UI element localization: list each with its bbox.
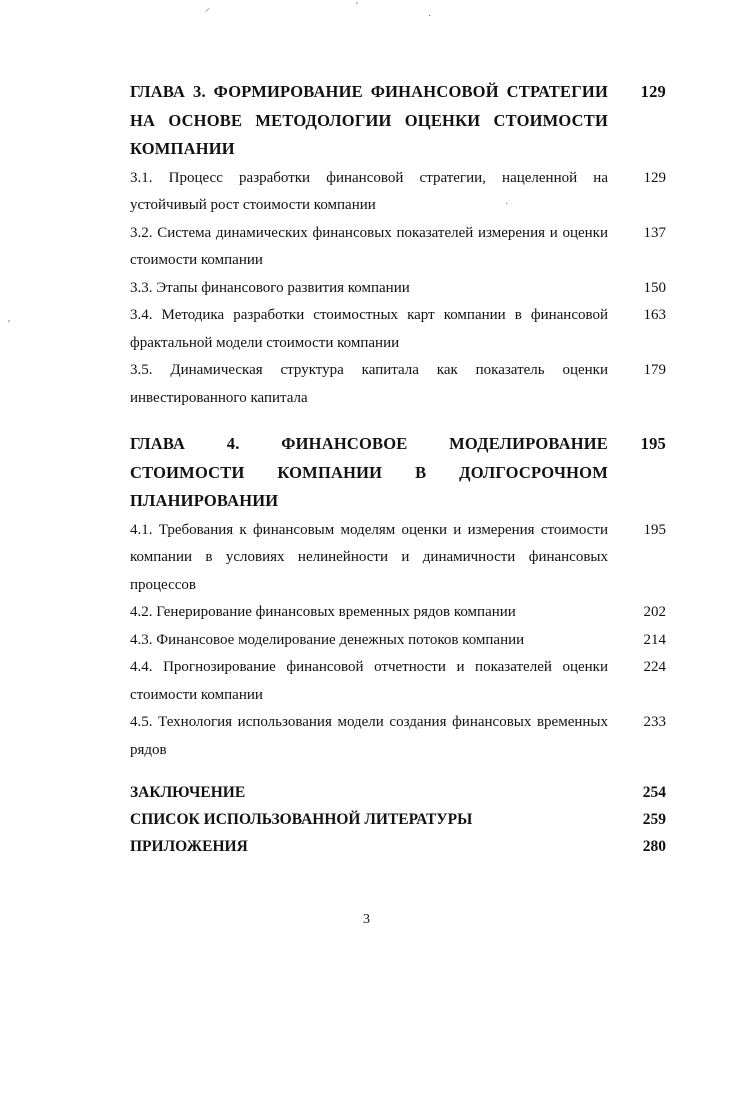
toc-entry-title: 4.3. Финансовое моделирование денежных потоков компании: [130, 631, 525, 648]
toc-section-4-1[interactable]: [130, 517, 666, 600]
table-of-contents: [130, 78, 666, 860]
toc-section-3-5[interactable]: [130, 357, 666, 412]
toc-entry-page: 214: [643, 631, 666, 648]
page-number: 3: [363, 912, 370, 927]
toc-entry-title: 4.5. Технология использования модели создания финансовых временных рядов: [130, 714, 608, 758]
scan-speck: ˙: [505, 202, 509, 213]
toc-entry-page: 150: [643, 279, 666, 296]
toc-entry-title: 3.5. Динамическая структура капитала как показатель оценки инвестированного капитала: [130, 362, 608, 406]
toc-entry-title: ПРИЛОЖЕНИЯ: [130, 838, 248, 855]
toc-entry-title: 3.3. Этапы финансового развития компании: [130, 279, 410, 296]
toc-section-3-3[interactable]: [130, 275, 666, 303]
toc-appendices[interactable]: [130, 833, 666, 860]
toc-conclusion[interactable]: [130, 779, 666, 806]
toc-entry-title: 3.4. Методика разработки стоимостных карт компании в финансовой фрактальной модели стоимости компании: [130, 307, 608, 351]
toc-entry-page: 163: [643, 307, 666, 323]
toc-entry-title: 4.4. Прогнозирование финансовой отчетности и показателей оценки стоимости компании: [130, 659, 608, 703]
toc-references[interactable]: [130, 806, 666, 833]
toc-entry-title: 3.1. Процесс разработки финансовой стратегии, нацеленной на устойчивый рост стоимости компании: [130, 169, 608, 213]
toc-section-3-1[interactable]: [130, 165, 666, 220]
toc-entry-title: 4.2. Генерирование финансовых временных рядов компании: [130, 604, 516, 620]
toc-section-4-2[interactable]: [130, 599, 666, 627]
toc-entry-title: ГЛАВА 3. ФОРМИРОВАНИЕ ФИНАНСОВОЙ СТРАТЕГИИ НА ОСНОВЕ МЕТОДОЛОГИИ ОЦЕНКИ СТОИМОСТИ КОМПАНИИ: [130, 82, 608, 158]
toc-entry-page: 254: [642, 784, 666, 801]
toc-entry-title: ГЛАВА 4. ФИНАНСОВОЕ МОДЕЛИРОВАНИЕ СТОИМОСТИ КОМПАНИИ В ДОЛГОСРОЧНОМ ПЛАНИРОВАНИИ: [130, 434, 608, 510]
scan-speck: ʹ: [356, 1, 359, 12]
toc-section-4-5[interactable]: [130, 709, 666, 764]
toc-entry-page: 224: [643, 659, 666, 675]
scan-speck: ʹ: [8, 319, 11, 330]
toc-chapter-4[interactable]: [130, 430, 666, 516]
toc-entry-page: 195: [640, 434, 666, 453]
toc-section-3-4[interactable]: [130, 302, 666, 357]
toc-entry-page: 280: [642, 838, 666, 855]
toc-entry-page: 179: [643, 362, 666, 378]
scan-speck: ·: [428, 11, 432, 22]
toc-entry-page: 202: [643, 604, 666, 620]
toc-section-3-2[interactable]: [130, 220, 666, 275]
toc-entry-page: 129: [640, 82, 666, 101]
scan-speck: ⸝: [205, 3, 210, 14]
toc-entry-title: 3.2. Система динамических финансовых показателей измерения и оценки стоимости компании: [130, 224, 608, 268]
toc-entry-page: 195: [643, 521, 666, 538]
toc-entry-page: 129: [643, 169, 666, 186]
toc-entry-title: СПИСОК ИСПОЛЬЗОВАННОЙ ЛИТЕРАТУРЫ: [130, 811, 473, 828]
toc-entry-page: 233: [643, 714, 666, 730]
toc-entry-title: 4.1. Требования к финансовым моделям оценки и измерения стоимости компании в условиях нелинейности и динамичности финансовых процессов: [130, 521, 608, 593]
toc-entry-page: 259: [642, 811, 666, 828]
toc-section-4-3[interactable]: [130, 627, 666, 655]
toc-entry-page: 137: [643, 224, 666, 241]
toc-entry-title: ЗАКЛЮЧЕНИЕ: [130, 784, 246, 801]
toc-chapter-3[interactable]: [130, 78, 666, 164]
toc-section-4-4[interactable]: [130, 654, 666, 709]
